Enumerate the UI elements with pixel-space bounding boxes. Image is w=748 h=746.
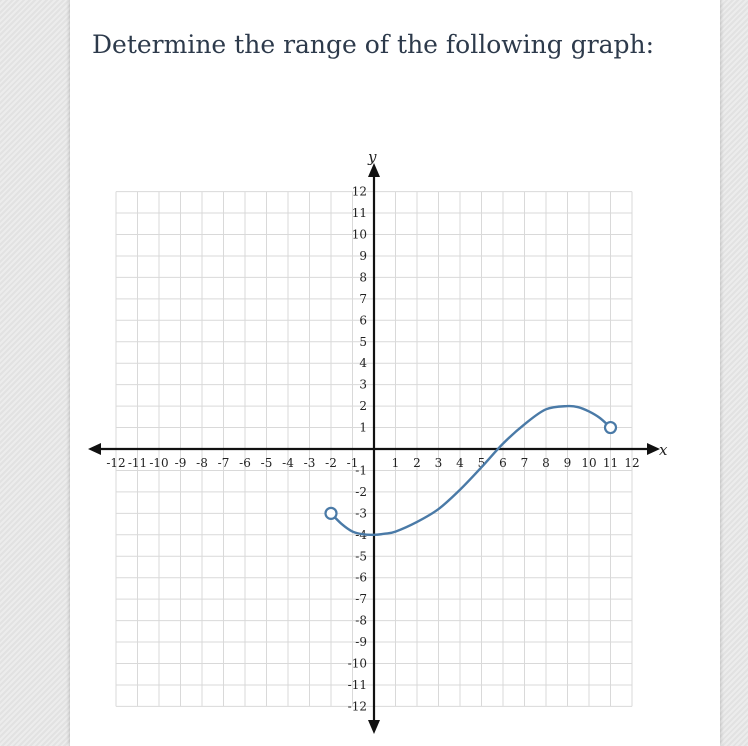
- y-tick-label: -9: [355, 635, 367, 650]
- x-tick-label: -9: [174, 456, 187, 470]
- x-tick-label: -2: [325, 456, 337, 470]
- y-tick-label: -7: [355, 592, 367, 607]
- x-tick-label: 7: [520, 456, 529, 470]
- y-tick-label: -1: [355, 463, 367, 478]
- x-tick-label: -11: [127, 456, 148, 470]
- x-tick-label: -3: [303, 456, 316, 470]
- x-tick-label: -5: [260, 456, 273, 470]
- x-tick-label: 8: [542, 456, 550, 470]
- y-tick-label: 3: [359, 377, 367, 392]
- y-tick-label: 4: [359, 356, 367, 371]
- x-tick-label: -4: [282, 456, 294, 470]
- y-axis-down-arrow: [368, 720, 380, 734]
- y-tick-label: -6: [355, 570, 367, 585]
- y-tick-label: 8: [359, 270, 367, 285]
- x-tick-label: -12: [106, 456, 126, 470]
- y-tick-label: 2: [359, 399, 367, 414]
- y-tick-label: -8: [355, 613, 367, 628]
- open-endpoint: [605, 422, 616, 433]
- x-tick-label: -6: [239, 456, 251, 470]
- x-axis-left-arrow: [88, 443, 101, 455]
- y-axis-label: y: [368, 148, 377, 166]
- y-tick-label: 1: [359, 420, 367, 435]
- x-tick-label: 10: [581, 456, 597, 470]
- y-tick-label: -5: [355, 549, 367, 564]
- y-tick-label: 7: [359, 291, 367, 306]
- open-endpoint: [326, 508, 337, 519]
- y-tick-label: -11: [347, 677, 367, 692]
- x-tick-label: 4: [456, 456, 464, 470]
- x-tick-label: -10: [149, 456, 169, 470]
- x-tick-label: 1: [391, 456, 400, 470]
- y-tick-label: -2: [355, 484, 367, 499]
- x-tick-label: 5: [477, 456, 486, 470]
- y-tick-label: 5: [359, 334, 367, 349]
- x-tick-label: 12: [624, 456, 640, 470]
- x-tick-label: -7: [217, 456, 230, 470]
- x-tick-label: 9: [563, 456, 572, 470]
- question-text: Determine the range of the following graph:: [92, 30, 655, 59]
- y-tick-label: -3: [355, 506, 367, 521]
- y-tick-label: 6: [359, 313, 367, 328]
- y-tick-label: -4: [355, 527, 367, 542]
- y-tick-label: 11: [351, 206, 367, 221]
- y-tick-label: -12: [347, 699, 367, 714]
- x-tick-label: -8: [196, 456, 208, 470]
- y-tick-label: 10: [351, 227, 367, 242]
- y-tick-label: 12: [351, 184, 367, 199]
- y-tick-label: -10: [347, 656, 367, 671]
- x-tick-label: 6: [499, 456, 507, 470]
- x-axis-label: x: [659, 441, 668, 459]
- axes: [88, 163, 660, 734]
- x-tick-label: 11: [602, 456, 619, 470]
- y-tick-label: 9: [359, 248, 367, 263]
- x-tick-label: 3: [434, 456, 443, 470]
- x-tick-label: -1: [346, 456, 359, 470]
- x-tick-label: 2: [413, 456, 421, 470]
